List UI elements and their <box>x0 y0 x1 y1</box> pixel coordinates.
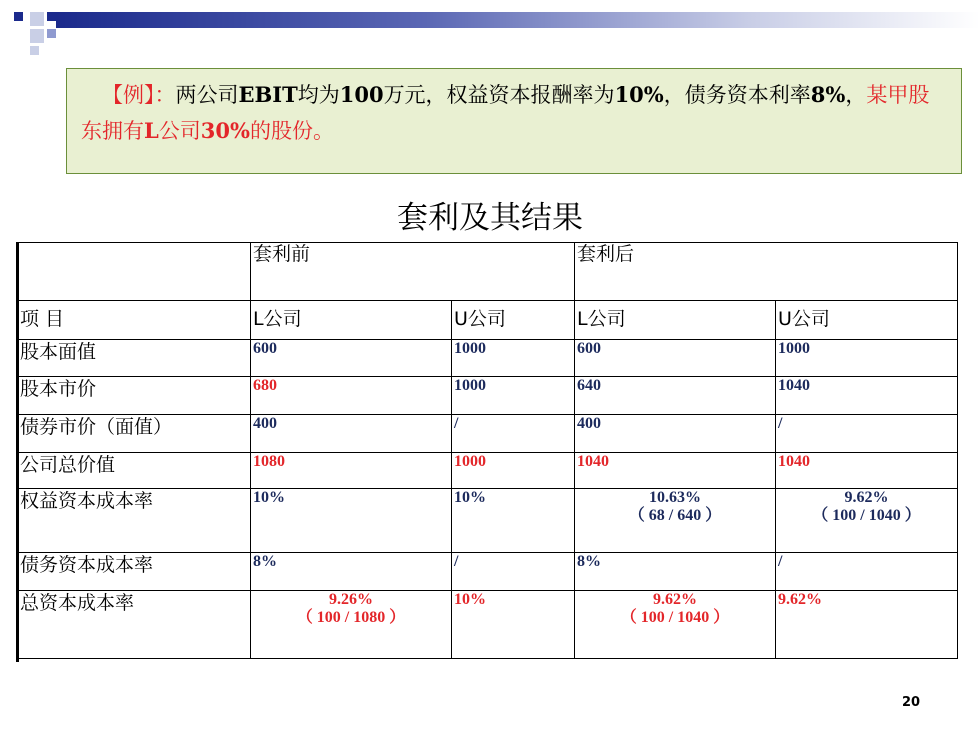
header-square-decoration <box>14 12 23 21</box>
cell-formula: （ 100 / 1040 ） <box>620 609 730 626</box>
example-text: 万元，权益资本报酬率为 <box>383 83 615 107</box>
cell-formula: （ 68 / 640 ） <box>628 507 722 524</box>
table-row <box>18 591 958 659</box>
table-row <box>18 377 958 415</box>
table-cell: 10% <box>452 489 575 553</box>
example-text: 两公司 <box>175 83 239 107</box>
table-row <box>18 340 958 377</box>
row-label: 债券市价（面值） <box>18 415 251 453</box>
page-number: 20 <box>902 695 921 710</box>
table-cell: 1080 <box>251 453 452 489</box>
column-header: U公司 <box>452 301 575 340</box>
column-header: L公司 <box>575 301 776 340</box>
column-header: U公司 <box>776 301 958 340</box>
header-square-decoration <box>30 12 44 26</box>
example-text: EBIT <box>238 82 298 107</box>
table-cell: 9.62% <box>776 591 958 659</box>
group-header-after: 套利后 <box>575 243 958 301</box>
table-cell: 1000 <box>776 340 958 377</box>
header-square-decoration <box>47 12 56 21</box>
table-cell: 600 <box>575 340 776 377</box>
cell-value: 9.62% <box>653 591 697 608</box>
table-cell: 1000 <box>452 453 575 489</box>
table-cell: 600 <box>251 340 452 377</box>
table-cell: / <box>452 553 575 591</box>
table-row <box>18 415 958 453</box>
table-cell: / <box>452 415 575 453</box>
table-cell <box>776 489 958 553</box>
example-text: 8% <box>810 82 846 107</box>
header-square-decoration <box>47 29 56 38</box>
table-cell: 1040 <box>575 453 776 489</box>
example-box <box>66 68 962 174</box>
table-cell: 400 <box>251 415 452 453</box>
table-cell: 680 <box>251 377 452 415</box>
example-highlight: L <box>144 118 159 143</box>
header-gradient-bar <box>56 12 980 28</box>
table-corner-cell <box>18 243 251 301</box>
column-header: L公司 <box>251 301 452 340</box>
group-header-before: 套利前 <box>251 243 575 301</box>
table-cell: 1000 <box>452 377 575 415</box>
table-cell: 1040 <box>776 453 958 489</box>
table-row <box>18 453 958 489</box>
example-highlight: 的股份。 <box>249 119 334 143</box>
table-cell: / <box>776 415 958 453</box>
header-square-decoration <box>30 46 39 55</box>
example-label: 【例】： <box>102 83 176 107</box>
table-cell <box>575 591 776 659</box>
cell-value: 10.63% <box>649 489 701 506</box>
example-text: 10% <box>614 82 664 107</box>
cell-value: 9.26% <box>329 591 373 608</box>
table-cell: 1000 <box>452 340 575 377</box>
row-label: 股本面值 <box>18 340 251 377</box>
table-cell: 400 <box>575 415 776 453</box>
example-text: ， <box>845 83 867 107</box>
slide-title: 套利及其结果 <box>397 200 583 236</box>
arbitrage-table <box>17 242 958 659</box>
row-label: 总资本成本率 <box>18 591 251 659</box>
table-cell <box>251 591 452 659</box>
table-cell <box>575 489 776 553</box>
row-label: 债务资本成本率 <box>18 553 251 591</box>
cell-formula: （ 100 / 1040 ） <box>812 507 921 524</box>
table-cell: 640 <box>575 377 776 415</box>
cell-formula: （ 100 / 1080 ） <box>296 609 406 626</box>
table-row <box>18 553 958 591</box>
cell-value: 9.62% <box>844 489 889 506</box>
header-square-decoration <box>30 29 44 43</box>
example-highlight: 30% <box>200 118 250 143</box>
table-cell: 10% <box>251 489 452 553</box>
row-label: 股本市价 <box>18 377 251 415</box>
column-header-item: 项 目 <box>18 301 251 340</box>
row-label: 公司总价值 <box>18 453 251 489</box>
table-cell: 8% <box>575 553 776 591</box>
row-label: 权益资本成本率 <box>18 489 251 553</box>
table-row <box>18 489 958 553</box>
example-highlight: 某甲股东拥有 <box>81 83 930 143</box>
table-cell: / <box>776 553 958 591</box>
table-cell: 1040 <box>776 377 958 415</box>
example-text: ，债务资本利率 <box>663 83 811 107</box>
example-highlight: 公司 <box>158 119 201 143</box>
example-text: 100 <box>339 82 384 107</box>
example-text: 均为 <box>297 83 340 107</box>
table-cell: 10% <box>452 591 575 659</box>
table-cell: 8% <box>251 553 452 591</box>
